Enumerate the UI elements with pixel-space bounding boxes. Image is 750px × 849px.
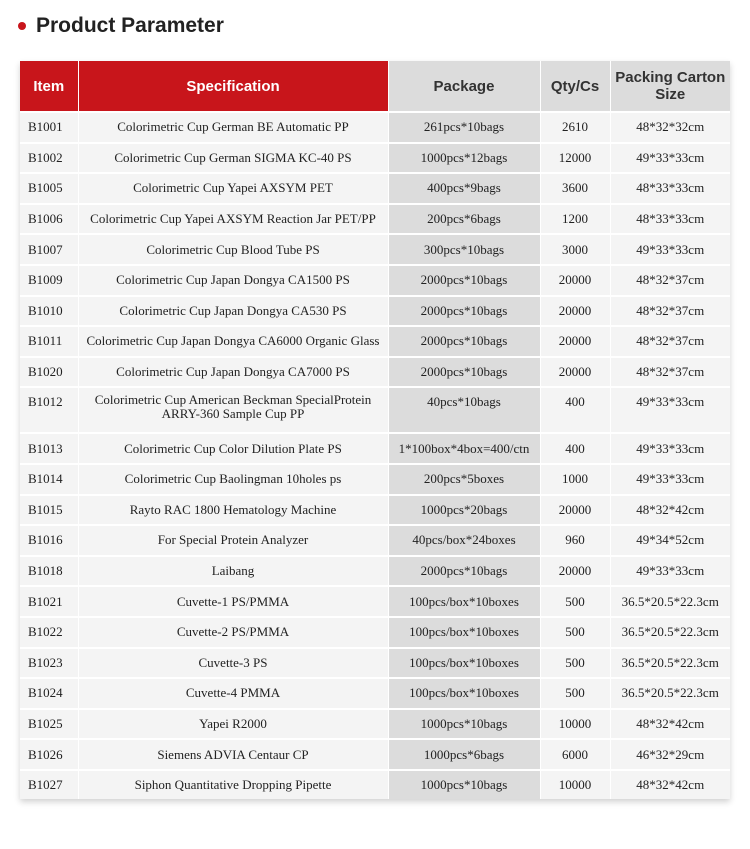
cell-item: B1012 xyxy=(20,387,78,433)
cell-qty: 960 xyxy=(540,525,610,556)
cell-item: B1002 xyxy=(20,143,78,174)
cell-qty: 1000 xyxy=(540,464,610,495)
table-row xyxy=(20,173,730,204)
table-row xyxy=(20,525,730,556)
cell-package: 2000pcs*10bags xyxy=(388,265,540,296)
table-row xyxy=(20,617,730,648)
cell-carton-size: 49*33*33cm xyxy=(610,464,730,495)
header-carton-size xyxy=(610,61,730,112)
cell-qty: 20000 xyxy=(540,556,610,587)
cell-carton-size: 49*33*33cm xyxy=(610,387,730,433)
cell-specification: Colorimetric Cup German BE Automatic PP xyxy=(78,112,388,143)
cell-package: 100pcs/box*10boxes xyxy=(388,678,540,709)
cell-item: B1007 xyxy=(20,234,78,265)
cell-qty: 20000 xyxy=(540,265,610,296)
cell-carton-size: 49*33*33cm xyxy=(610,234,730,265)
cell-package: 1000pcs*10bags xyxy=(388,770,540,800)
cell-carton-size: 49*33*33cm xyxy=(610,143,730,174)
cell-specification: Colorimetric Cup Japan Dongya CA1500 PS xyxy=(78,265,388,296)
table-row xyxy=(20,234,730,265)
cell-specification: Cuvette-4 PMMA xyxy=(78,678,388,709)
cell-specification: Colorimetric Cup American Beckman SpecialProtein ARRY-360 Sample Cup PP xyxy=(78,387,388,433)
cell-qty: 20000 xyxy=(540,296,610,327)
cell-specification: Cuvette-1 PS/PMMA xyxy=(78,586,388,617)
cell-specification: Siemens ADVIA Centaur CP xyxy=(78,739,388,770)
cell-item: B1023 xyxy=(20,648,78,679)
cell-package: 2000pcs*10bags xyxy=(388,296,540,327)
header-package: Package xyxy=(388,61,540,112)
cell-specification: Colorimetric Cup Japan Dongya CA530 PS xyxy=(78,296,388,327)
table-row xyxy=(20,204,730,235)
cell-item: B1021 xyxy=(20,586,78,617)
header-item: Item xyxy=(20,61,78,112)
cell-qty: 3600 xyxy=(540,173,610,204)
product-parameter-table xyxy=(20,61,730,799)
header-specification: Specification xyxy=(78,61,388,112)
cell-item: B1026 xyxy=(20,739,78,770)
cell-package: 400pcs*9bags xyxy=(388,173,540,204)
table-row xyxy=(20,433,730,464)
cell-specification: Colorimetric Cup German SIGMA KC-40 PS xyxy=(78,143,388,174)
bullet-dot-icon xyxy=(18,22,26,30)
cell-carton-size: 36.5*20.5*22.3cm xyxy=(610,648,730,679)
cell-qty: 500 xyxy=(540,648,610,679)
cell-package: 1000pcs*20bags xyxy=(388,495,540,526)
cell-specification: Colorimetric Cup Japan Dongya CA7000 PS xyxy=(78,357,388,388)
table-row xyxy=(20,357,730,388)
cell-item: B1015 xyxy=(20,495,78,526)
cell-qty: 400 xyxy=(540,433,610,464)
cell-package: 100pcs/box*10boxes xyxy=(388,648,540,679)
cell-item: B1025 xyxy=(20,709,78,740)
cell-item: B1016 xyxy=(20,525,78,556)
header-qty: Qty/Cs xyxy=(540,61,610,112)
cell-specification: Colorimetric Cup Baolingman 10holes ps xyxy=(78,464,388,495)
table-row xyxy=(20,678,730,709)
cell-qty: 2610 xyxy=(540,112,610,143)
table-row xyxy=(20,556,730,587)
cell-package: 300pcs*10bags xyxy=(388,234,540,265)
cell-package: 2000pcs*10bags xyxy=(388,326,540,357)
cell-package: 100pcs/box*10boxes xyxy=(388,586,540,617)
cell-qty: 6000 xyxy=(540,739,610,770)
cell-package: 1000pcs*12bags xyxy=(388,143,540,174)
cell-carton-size: 46*32*29cm xyxy=(610,739,730,770)
cell-carton-size: 48*32*37cm xyxy=(610,296,730,327)
table-row xyxy=(20,709,730,740)
table-row xyxy=(20,326,730,357)
cell-package: 40pcs/box*24boxes xyxy=(388,525,540,556)
table-row xyxy=(20,495,730,526)
cell-carton-size: 48*32*37cm xyxy=(610,265,730,296)
cell-carton-size: 36.5*20.5*22.3cm xyxy=(610,678,730,709)
cell-carton-size: 36.5*20.5*22.3cm xyxy=(610,586,730,617)
table-row xyxy=(20,464,730,495)
cell-item: B1027 xyxy=(20,770,78,800)
cell-item: B1022 xyxy=(20,617,78,648)
cell-carton-size: 49*33*33cm xyxy=(610,433,730,464)
cell-carton-size: 48*32*42cm xyxy=(610,709,730,740)
cell-specification: Cuvette-3 PS xyxy=(78,648,388,679)
table-header-row xyxy=(20,61,730,112)
cell-package: 1*100box*4box=400/ctn xyxy=(388,433,540,464)
cell-qty: 20000 xyxy=(540,357,610,388)
cell-carton-size: 48*33*33cm xyxy=(610,173,730,204)
cell-specification: Colorimetric Cup Blood Tube PS xyxy=(78,234,388,265)
cell-specification: Colorimetric Cup Yapei AXSYM Reaction Jar PET/PP xyxy=(78,204,388,235)
cell-qty: 500 xyxy=(540,586,610,617)
cell-qty: 400 xyxy=(540,387,610,433)
cell-item: B1006 xyxy=(20,204,78,235)
cell-carton-size: 49*33*33cm xyxy=(610,556,730,587)
section-heading xyxy=(18,14,224,38)
cell-specification: Cuvette-2 PS/PMMA xyxy=(78,617,388,648)
cell-item: B1020 xyxy=(20,357,78,388)
cell-specification: Laibang xyxy=(78,556,388,587)
table-row xyxy=(20,296,730,327)
cell-package: 200pcs*6bags xyxy=(388,204,540,235)
table-row xyxy=(20,739,730,770)
cell-carton-size: 48*33*33cm xyxy=(610,204,730,235)
cell-qty: 20000 xyxy=(540,495,610,526)
cell-carton-size: 49*34*52cm xyxy=(610,525,730,556)
cell-qty: 500 xyxy=(540,617,610,648)
cell-package: 1000pcs*10bags xyxy=(388,709,540,740)
cell-specification: Rayto RAC 1800 Hematology Machine xyxy=(78,495,388,526)
header-carton-line2: Size xyxy=(655,86,686,103)
cell-qty: 500 xyxy=(540,678,610,709)
cell-carton-size: 36.5*20.5*22.3cm xyxy=(610,617,730,648)
cell-carton-size: 48*32*42cm xyxy=(610,770,730,800)
cell-package: 200pcs*5boxes xyxy=(388,464,540,495)
cell-item: B1011 xyxy=(20,326,78,357)
cell-specification: For Special Protein Analyzer xyxy=(78,525,388,556)
cell-specification: Colorimetric Cup Color Dilution Plate PS xyxy=(78,433,388,464)
cell-package: 261pcs*10bags xyxy=(388,112,540,143)
cell-qty: 10000 xyxy=(540,770,610,800)
table-row xyxy=(20,112,730,143)
header-carton-line1: Packing Carton xyxy=(615,69,726,86)
cell-specification: Colorimetric Cup Japan Dongya CA6000 Organic Glass xyxy=(78,326,388,357)
cell-carton-size: 48*32*37cm xyxy=(610,357,730,388)
cell-qty: 12000 xyxy=(540,143,610,174)
cell-carton-size: 48*32*32cm xyxy=(610,112,730,143)
cell-carton-size: 48*32*42cm xyxy=(610,495,730,526)
table-row xyxy=(20,387,730,433)
cell-item: B1005 xyxy=(20,173,78,204)
cell-item: B1024 xyxy=(20,678,78,709)
cell-qty: 20000 xyxy=(540,326,610,357)
cell-item: B1013 xyxy=(20,433,78,464)
table-row xyxy=(20,586,730,617)
cell-qty: 10000 xyxy=(540,709,610,740)
cell-qty: 3000 xyxy=(540,234,610,265)
cell-package: 1000pcs*6bags xyxy=(388,739,540,770)
cell-specification: Siphon Quantitative Dropping Pipette xyxy=(78,770,388,800)
cell-specification: Colorimetric Cup Yapei AXSYM PET xyxy=(78,173,388,204)
cell-item: B1001 xyxy=(20,112,78,143)
cell-specification: Yapei R2000 xyxy=(78,709,388,740)
table-row xyxy=(20,648,730,679)
table-row xyxy=(20,143,730,174)
cell-package: 2000pcs*10bags xyxy=(388,357,540,388)
cell-qty: 1200 xyxy=(540,204,610,235)
cell-item: B1018 xyxy=(20,556,78,587)
table-row xyxy=(20,770,730,800)
cell-item: B1010 xyxy=(20,296,78,327)
cell-carton-size: 48*32*37cm xyxy=(610,326,730,357)
cell-item: B1009 xyxy=(20,265,78,296)
cell-package: 2000pcs*10bags xyxy=(388,556,540,587)
page-title: Product Parameter xyxy=(36,14,224,37)
cell-item: B1014 xyxy=(20,464,78,495)
cell-package: 100pcs/box*10boxes xyxy=(388,617,540,648)
table-row xyxy=(20,265,730,296)
cell-package: 40pcs*10bags xyxy=(388,387,540,433)
